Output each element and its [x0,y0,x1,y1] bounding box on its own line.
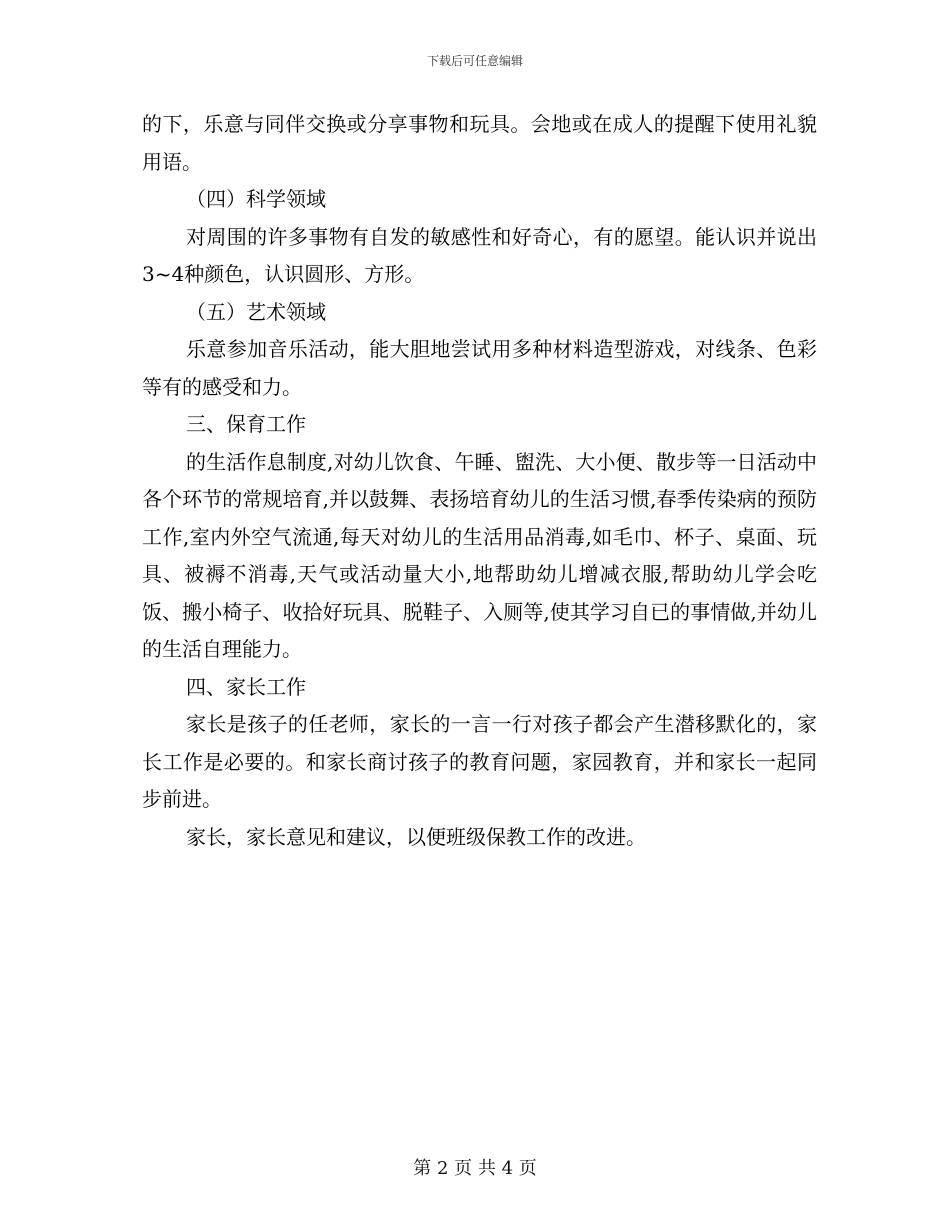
paragraph: 的下，乐意与同伴交换或分享事物和玩具。会地或在成人的提醒下使用礼貌用语。 [142,112,817,174]
paragraph: 家长，家长意见和建议，以便班级保教工作的改进。 [186,824,646,849]
page-number: 第 2 页 共 4 页 [413,1158,537,1179]
document-body [142,106,817,856]
section-heading-parents: 四、家长工作 [186,674,306,699]
paragraph: 的生活作息制度,对幼儿饮食、午睡、盥洗、大小便、散步等一日活动中各个环节的常规培育,并以鼓舞、表扬培育幼儿的生活习惯,春季传染病的预防工作,室内外空气流通,每天对幼儿的生活用品消毒,如毛巾、杯子、桌面、玩具、被褥不消毒,天气或活动量大小,地帮助幼儿增减衣服,帮助幼儿学会吃饭、搬小椅子、收拾好玩具、脱鞋子、入厕等,使其学习自已的事情做,并幼儿的生活自理能力。 [142,449,817,661]
page-header: 下载后可任意编辑 [426,54,523,68]
paragraph: 家长是孩子的任老师，家长的一言一行对孩子都会产生潜移默化的，家长工作是必要的。和家长商讨孩子的教育问题，家园教育，并和家长一起同步前进。 [142,712,817,811]
section-heading-science: （四）科学领域 [186,187,326,211]
section-heading-care: 三、保育工作 [186,412,306,436]
paragraph: 乐意参加音乐活动，能大胆地尝试用多种材料造型游戏，对线条、色彩等有的感受和力。 [142,337,817,399]
paragraph: 对周围的许多事物有自发的敏感性和好奇心，有的愿望。能认识并说出3~4种颜色，认识圆形、方形。 [142,224,817,286]
section-heading-art: （五）艺术领域 [186,299,326,324]
